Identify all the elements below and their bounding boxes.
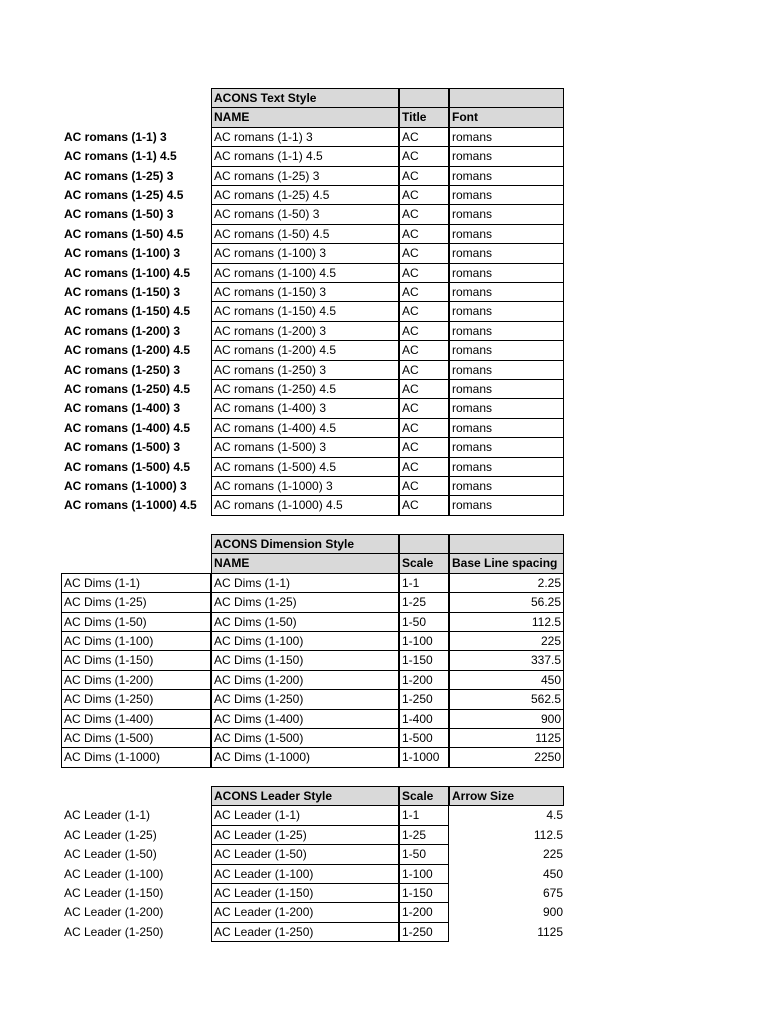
dim-style-row xyxy=(0,651,768,670)
font-cell[interactable]: romans xyxy=(449,185,564,205)
text-style-row xyxy=(0,302,768,321)
dim-label-cell[interactable]: AC Dims (1-50) xyxy=(61,612,211,632)
text-style-title[interactable]: ACONS Text Style xyxy=(211,88,399,108)
name-cell[interactable]: AC Leader (1-100) xyxy=(211,864,399,884)
leader-label: AC Leader (1-100) xyxy=(64,866,164,881)
font-cell[interactable]: romans xyxy=(449,360,564,380)
text-style-row xyxy=(0,322,768,341)
name-cell[interactable]: AC Dims (1-400) xyxy=(211,709,399,729)
name-cell[interactable]: AC Dims (1-500) xyxy=(211,728,399,748)
dim-style-row xyxy=(0,690,768,709)
name-cell[interactable]: AC Leader (1-50) xyxy=(211,844,399,864)
leader-label: AC Leader (1-25) xyxy=(64,827,157,842)
leader-label: AC Leader (1-50) xyxy=(64,847,157,862)
dim-style-row xyxy=(0,593,768,612)
leader-style-row xyxy=(0,845,768,864)
title-cell[interactable]: AC xyxy=(399,457,449,477)
name-cell[interactable]: AC romans (1-150) 3 xyxy=(211,282,399,302)
scale-cell[interactable]: 1-150 xyxy=(399,883,449,903)
leader-style-row xyxy=(0,903,768,922)
scale-cell[interactable]: 1-200 xyxy=(399,902,449,922)
text-style-row xyxy=(0,283,768,302)
dim-style-title-row xyxy=(0,535,768,554)
font-cell[interactable]: romans xyxy=(449,437,564,457)
name-cell[interactable]: AC Dims (1-200) xyxy=(211,670,399,690)
scale-cell[interactable]: 1-50 xyxy=(399,612,449,632)
dim-label-cell[interactable]: AC Dims (1-250) xyxy=(61,689,211,709)
font-cell[interactable]: romans xyxy=(449,476,564,496)
name-cell[interactable]: AC Leader (1-250) xyxy=(211,922,399,942)
dim-label-cell[interactable]: AC Dims (1-400) xyxy=(61,709,211,729)
name-cell[interactable]: AC Leader (1-25) xyxy=(211,825,399,845)
title-cell[interactable]: AC xyxy=(399,282,449,302)
name-cell[interactable]: AC romans (1-25) 4.5 xyxy=(211,185,399,205)
leader-label: AC Leader (1-1) xyxy=(64,808,151,823)
leader-label: AC Leader (1-200) xyxy=(64,905,164,920)
title-cell[interactable]: AC xyxy=(399,398,449,418)
text-style-row xyxy=(0,128,768,147)
title-cell[interactable]: AC xyxy=(399,340,449,360)
dim-label-cell[interactable]: AC Dims (1-25) xyxy=(61,592,211,612)
title-cell[interactable]: AC xyxy=(399,321,449,341)
dim-style-header-row xyxy=(0,554,768,573)
arrow-size-cell[interactable]: 225 xyxy=(542,847,563,862)
text-style-row xyxy=(0,264,768,283)
name-cell[interactable]: AC Dims (1-1000) xyxy=(211,747,399,767)
font-cell[interactable]: romans xyxy=(449,127,564,147)
text-style-row xyxy=(0,244,768,263)
text-style-header-title[interactable]: Title xyxy=(399,107,449,127)
font-cell[interactable]: romans xyxy=(449,224,564,244)
style-label: AC romans (1-25) 4.5 xyxy=(64,188,184,202)
text-style-row xyxy=(0,496,768,515)
title-cell[interactable]: AC xyxy=(399,437,449,457)
leader-label: AC Leader (1-250) xyxy=(64,924,164,939)
arrow-size-cell[interactable]: 112.5 xyxy=(533,827,563,842)
text-style-header-font[interactable]: Font xyxy=(449,107,564,127)
title-cell[interactable]: AC xyxy=(399,360,449,380)
title-cell[interactable]: AC xyxy=(399,301,449,321)
leader-style-row xyxy=(0,923,768,942)
dim-style-row xyxy=(0,710,768,729)
dim-style-row xyxy=(0,671,768,690)
style-label: AC romans (1-250) 4.5 xyxy=(64,382,191,396)
style-label: AC romans (1-250) 3 xyxy=(64,362,181,377)
font-cell[interactable]: romans xyxy=(449,495,564,515)
title-cell[interactable]: AC xyxy=(399,224,449,244)
leader-style-row xyxy=(0,826,768,845)
dim-style-title-empty-cell[interactable] xyxy=(399,534,449,554)
text-style-row xyxy=(0,361,768,380)
baseline-spacing-cell[interactable]: 2.25 xyxy=(449,573,564,593)
dim-style-header-name[interactable]: NAME xyxy=(211,553,399,573)
dim-style-title-empty-cell[interactable] xyxy=(449,534,564,554)
baseline-spacing-cell[interactable]: 900 xyxy=(449,709,564,729)
dim-style-title[interactable]: ACONS Dimension Style xyxy=(211,534,399,554)
leader-style-row xyxy=(0,865,768,884)
arrow-size-cell[interactable]: 900 xyxy=(542,905,563,920)
name-cell[interactable]: AC Dims (1-50) xyxy=(211,612,399,632)
dim-style-header-baseline[interactable]: Base Line spacing xyxy=(449,553,564,573)
font-cell[interactable]: romans xyxy=(449,398,564,418)
leader-style-row xyxy=(0,884,768,903)
baseline-spacing-cell[interactable]: 112.5 xyxy=(449,612,564,632)
baseline-spacing-cell[interactable]: 337.5 xyxy=(449,650,564,670)
font-cell[interactable]: romans xyxy=(449,166,564,186)
name-cell[interactable]: AC Dims (1-1) xyxy=(211,573,399,593)
name-cell[interactable]: AC romans (1-150) 4.5 xyxy=(211,301,399,321)
leader-style-header-scale[interactable]: Scale xyxy=(399,786,449,806)
font-cell[interactable]: romans xyxy=(449,204,564,224)
name-cell[interactable]: AC romans (1-400) 4.5 xyxy=(211,418,399,438)
font-cell[interactable]: romans xyxy=(449,146,564,166)
baseline-spacing-cell[interactable]: 1125 xyxy=(449,728,564,748)
style-label: AC romans (1-500) 4.5 xyxy=(64,459,191,474)
title-cell[interactable]: AC xyxy=(399,166,449,186)
scale-cell[interactable]: 1-25 xyxy=(399,825,449,845)
name-cell[interactable]: AC romans (1-500) 3 xyxy=(211,437,399,457)
leader-style-header-name[interactable]: ACONS Leader Style xyxy=(211,786,399,806)
title-cell[interactable]: AC xyxy=(399,476,449,496)
font-cell[interactable]: romans xyxy=(449,457,564,477)
baseline-spacing-cell[interactable]: 2250 xyxy=(449,747,564,767)
style-label: AC romans (1-150) 3 xyxy=(64,285,181,299)
style-label: AC romans (1-1) 3 xyxy=(64,129,167,144)
style-label: AC romans (1-500) 3 xyxy=(64,440,181,455)
style-label: AC romans (1-100) 4.5 xyxy=(64,265,191,280)
title-cell[interactable]: AC xyxy=(399,263,449,283)
scale-cell[interactable]: 1-1000 xyxy=(399,747,449,767)
arrow-size-cell[interactable]: 450 xyxy=(542,866,563,881)
text-style-title-row xyxy=(0,89,768,108)
name-cell[interactable]: AC romans (1-1) 3 xyxy=(211,127,399,147)
dim-label-cell[interactable]: AC Dims (1-1000) xyxy=(61,747,211,767)
arrow-size-cell[interactable]: 4.5 xyxy=(546,808,563,823)
name-cell[interactable]: AC Dims (1-250) xyxy=(211,689,399,709)
baseline-spacing-cell[interactable]: 562.5 xyxy=(449,689,564,709)
name-cell[interactable]: AC romans (1-400) 3 xyxy=(211,398,399,418)
leader-style-header-row xyxy=(0,787,768,806)
dim-style-row xyxy=(0,632,768,651)
text-style-row xyxy=(0,167,768,186)
title-cell[interactable]: AC xyxy=(399,127,449,147)
scale-cell[interactable]: 1-200 xyxy=(399,670,449,690)
text-style-row xyxy=(0,458,768,477)
font-cell[interactable]: romans xyxy=(449,340,564,360)
name-cell[interactable]: AC romans (1-200) 3 xyxy=(211,321,399,341)
text-style-row xyxy=(0,147,768,166)
text-style-header-name[interactable]: NAME xyxy=(211,107,399,127)
name-cell[interactable]: AC romans (1-250) 4.5 xyxy=(211,379,399,399)
scale-cell[interactable]: 1-50 xyxy=(399,844,449,864)
style-label: AC romans (1-200) 4.5 xyxy=(64,343,191,358)
name-cell[interactable]: AC romans (1-250) 3 xyxy=(211,360,399,380)
style-label: AC romans (1-1000) 3 xyxy=(64,479,187,493)
dim-style-row xyxy=(0,574,768,593)
leader-style-header-arrow[interactable]: Arrow Size xyxy=(449,786,564,806)
font-cell[interactable]: romans xyxy=(449,379,564,399)
dim-label-cell[interactable]: AC Dims (1-200) xyxy=(61,670,211,690)
font-cell[interactable]: romans xyxy=(449,243,564,263)
text-style-row xyxy=(0,477,768,496)
baseline-spacing-cell[interactable]: 450 xyxy=(449,670,564,690)
name-cell[interactable]: AC romans (1-100) 3 xyxy=(211,243,399,263)
dim-label-cell[interactable]: AC Dims (1-150) xyxy=(61,650,211,670)
scale-cell[interactable]: 1-100 xyxy=(399,631,449,651)
leader-label: AC Leader (1-150) xyxy=(64,886,164,900)
font-cell[interactable]: romans xyxy=(449,263,564,283)
arrow-size-cell[interactable]: 1125 xyxy=(537,924,563,939)
dim-style-row xyxy=(0,729,768,748)
title-cell[interactable]: AC xyxy=(399,146,449,166)
font-cell[interactable]: romans xyxy=(449,418,564,438)
leader-style-row xyxy=(0,806,768,825)
scale-cell[interactable]: 1-100 xyxy=(399,864,449,884)
text-style-row xyxy=(0,225,768,244)
style-label: AC romans (1-1000) 4.5 xyxy=(64,498,197,513)
name-cell[interactable]: AC romans (1-200) 4.5 xyxy=(211,340,399,360)
scale-cell[interactable]: 1-250 xyxy=(399,922,449,942)
dim-style-row xyxy=(0,748,768,767)
name-cell[interactable]: AC romans (1-500) 4.5 xyxy=(211,457,399,477)
title-cell[interactable]: AC xyxy=(399,204,449,224)
scale-cell[interactable]: 1-1 xyxy=(399,805,449,825)
name-cell[interactable]: AC Dims (1-25) xyxy=(211,592,399,612)
dim-label-cell[interactable]: AC Dims (1-1) xyxy=(61,573,211,593)
name-cell[interactable]: AC Leader (1-200) xyxy=(211,902,399,922)
style-label: AC romans (1-50) 3 xyxy=(64,207,174,222)
arrow-size-cell[interactable]: 675 xyxy=(542,886,563,900)
style-label: AC romans (1-200) 3 xyxy=(64,323,181,338)
text-style-row xyxy=(0,186,768,205)
title-cell[interactable]: AC xyxy=(399,495,449,515)
title-cell[interactable]: AC xyxy=(399,243,449,263)
baseline-spacing-cell[interactable]: 225 xyxy=(449,631,564,651)
scale-cell[interactable]: 1-250 xyxy=(399,689,449,709)
scale-cell[interactable]: 1-1 xyxy=(399,573,449,593)
style-label: AC romans (1-1) 4.5 xyxy=(64,149,177,164)
scale-cell[interactable]: 1-25 xyxy=(399,592,449,612)
text-style-row xyxy=(0,419,768,438)
text-style-row xyxy=(0,205,768,224)
title-cell[interactable]: AC xyxy=(399,185,449,205)
name-cell[interactable]: AC Dims (1-150) xyxy=(211,650,399,670)
name-cell[interactable]: AC romans (1-1000) 3 xyxy=(211,476,399,496)
style-label: AC romans (1-50) 4.5 xyxy=(64,226,184,241)
style-label: AC romans (1-400) 4.5 xyxy=(64,420,191,435)
font-cell[interactable]: romans xyxy=(449,282,564,302)
style-label: AC romans (1-400) 3 xyxy=(64,401,181,416)
name-cell[interactable]: AC Leader (1-150) xyxy=(211,883,399,903)
text-style-title-empty-cell[interactable] xyxy=(399,88,449,108)
scale-cell[interactable]: 1-500 xyxy=(399,728,449,748)
font-cell[interactable]: romans xyxy=(449,321,564,341)
dim-style-header-scale[interactable]: Scale xyxy=(399,553,449,573)
title-cell[interactable]: AC xyxy=(399,418,449,438)
text-style-header-row xyxy=(0,108,768,127)
scale-cell[interactable]: 1-150 xyxy=(399,650,449,670)
text-style-row xyxy=(0,438,768,457)
style-label: AC romans (1-100) 3 xyxy=(64,246,181,261)
text-style-row xyxy=(0,399,768,418)
name-cell[interactable]: AC romans (1-1) 4.5 xyxy=(211,146,399,166)
style-label: AC romans (1-25) 3 xyxy=(64,168,174,183)
name-cell[interactable]: AC romans (1-50) 4.5 xyxy=(211,224,399,244)
baseline-spacing-cell[interactable]: 56.25 xyxy=(449,592,564,612)
scale-cell[interactable]: 1-400 xyxy=(399,709,449,729)
dim-label-cell[interactable]: AC Dims (1-100) xyxy=(61,631,211,651)
name-cell[interactable]: AC Leader (1-1) xyxy=(211,805,399,825)
name-cell[interactable]: AC romans (1-1000) 4.5 xyxy=(211,495,399,515)
name-cell[interactable]: AC romans (1-25) 3 xyxy=(211,166,399,186)
name-cell[interactable]: AC romans (1-50) 3 xyxy=(211,204,399,224)
dim-style-row xyxy=(0,613,768,632)
text-style-title-empty-cell[interactable] xyxy=(449,88,564,108)
font-cell[interactable]: romans xyxy=(449,301,564,321)
text-style-row xyxy=(0,380,768,399)
name-cell[interactable]: AC romans (1-100) 4.5 xyxy=(211,263,399,283)
dim-label-cell[interactable]: AC Dims (1-500) xyxy=(61,728,211,748)
text-style-row xyxy=(0,341,768,360)
style-label: AC romans (1-150) 4.5 xyxy=(64,304,191,319)
name-cell[interactable]: AC Dims (1-100) xyxy=(211,631,399,651)
title-cell[interactable]: AC xyxy=(399,379,449,399)
